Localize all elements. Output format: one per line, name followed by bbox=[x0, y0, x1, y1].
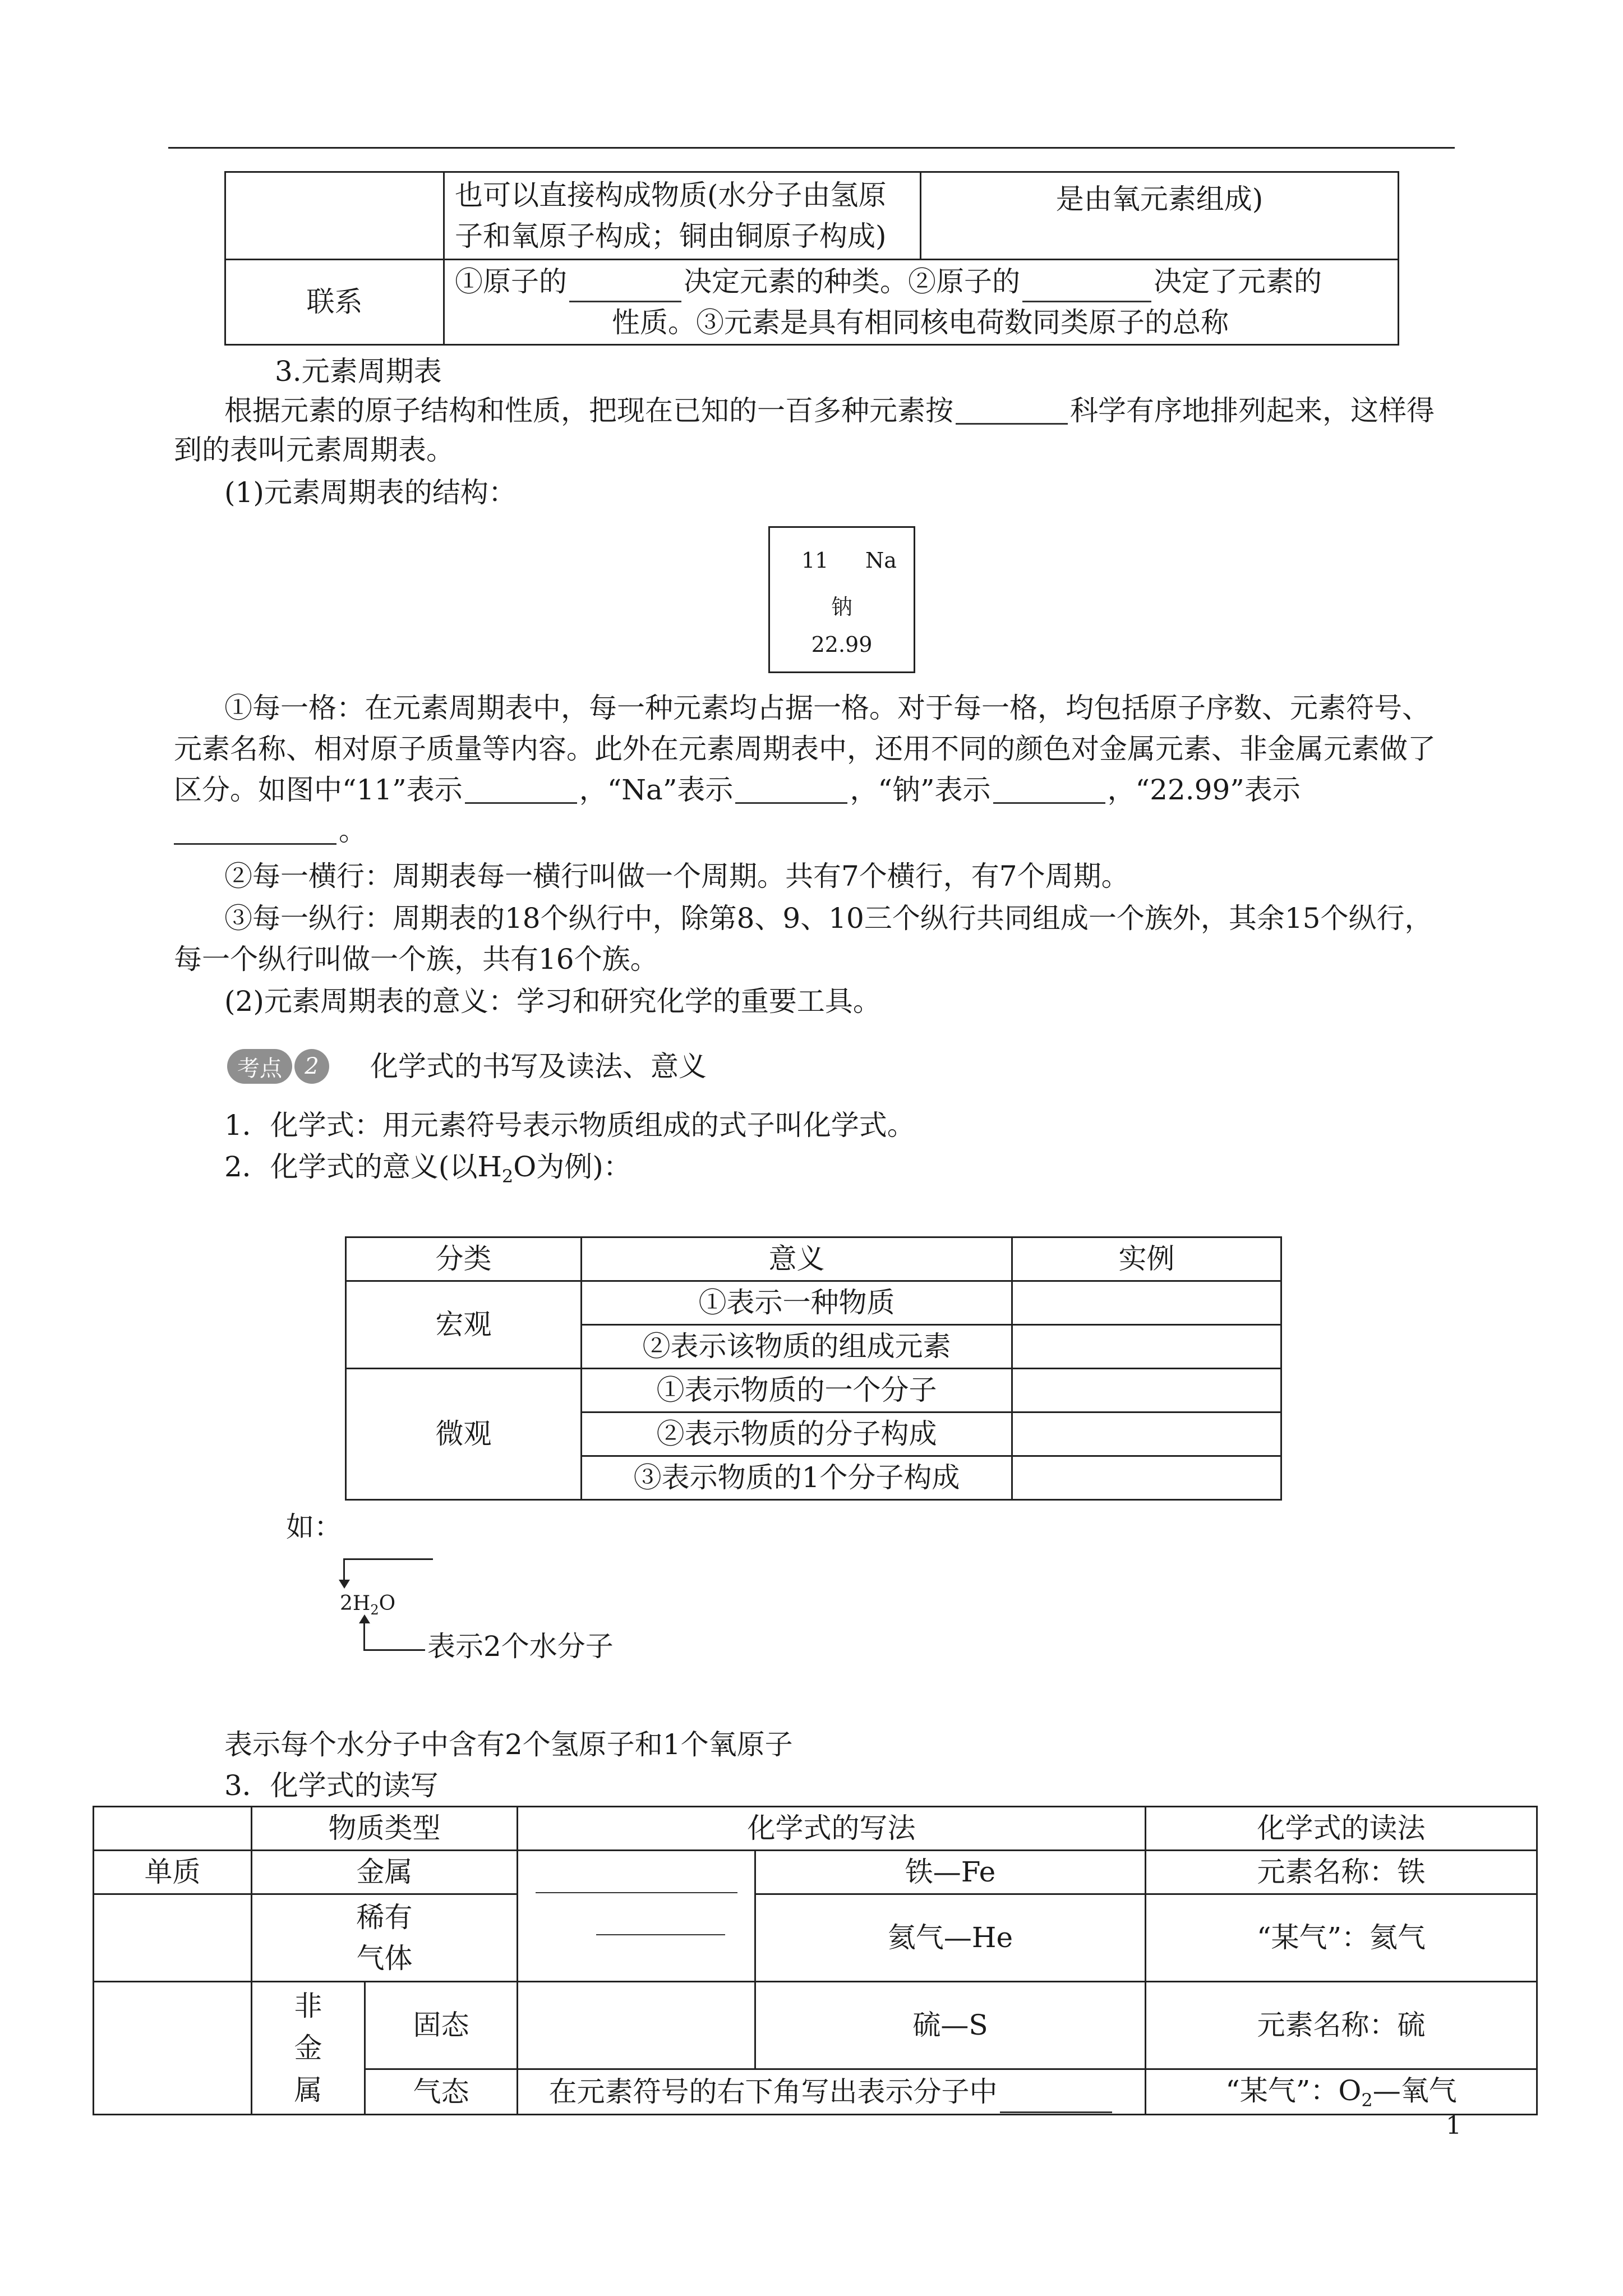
item1-line1: ①每一格：在元素周期表中，每一种元素均占据一格。对于每一格，均包括原子序数、元素符号、 bbox=[224, 692, 1430, 724]
table3-empty-cell-2 bbox=[94, 1982, 252, 2115]
table1-atom-cell bbox=[444, 172, 921, 260]
section3-heading: 3.元素周期表 bbox=[275, 355, 442, 388]
table3-solid-read: 元素名称：硫 bbox=[1146, 1982, 1537, 2069]
table3-header-empty bbox=[94, 1807, 252, 1851]
kaodian-title: 化学式的书写及读法、意义 bbox=[370, 1050, 707, 1083]
table2-meaning: ③表示物质的1个分子构成 bbox=[582, 1456, 1012, 1500]
table2-example-blank[interactable] bbox=[1012, 1412, 1281, 1456]
item3-line2: 每一个纵行叫做一个族，共有16个族。 bbox=[174, 943, 658, 976]
formula-read-write-table bbox=[93, 1806, 1538, 2115]
item3-line1: ③每一纵行：周期表的18个纵行中，除第8、9、10三个纵行共同组成一个族外，其余15个纵行， bbox=[224, 902, 1433, 935]
table3-nonmetal-label: 非 金 属 bbox=[252, 1982, 365, 2115]
table3-gas-write: 在元素符号的右下角写出表示分子中 bbox=[518, 2069, 1146, 2115]
blank-gas-atom-count[interactable] bbox=[1000, 2086, 1112, 2113]
example-formula: $2H_2O$ bbox=[340, 1592, 396, 1618]
table1-atom-line1: 也可以直接构成物质(水分子由氢原 bbox=[455, 179, 887, 211]
table3-solid-label: 固态 bbox=[365, 1982, 518, 2069]
table3-gas-label: 气态 bbox=[365, 2069, 518, 2115]
kaodian-badge bbox=[227, 1049, 329, 1084]
bracket-bottom-vertical bbox=[363, 1622, 365, 1650]
section3-sub1: (1)元素周期表的结构： bbox=[224, 476, 517, 509]
table2-header-category: 分类 bbox=[346, 1237, 582, 1281]
table2-header-meaning: 意义 bbox=[582, 1237, 1012, 1281]
element-mass: 22.99 bbox=[811, 632, 873, 657]
item1-line2: 元素名称、相对原子质量等内容。此外在元素周期表中，还用不同的颜色对金属元素、非金属元素做了 bbox=[174, 733, 1436, 765]
table3-write-method-blank[interactable] bbox=[518, 1851, 755, 1982]
table3-metal-label: 金属 bbox=[252, 1851, 518, 1894]
table1-atom-line2: 子和氧原子构成；铜由铜原子构成) bbox=[455, 219, 887, 252]
section-formula-rw-heading: 3．化学式的读写 bbox=[224, 1769, 439, 1802]
table3-header-write: 化学式的写法 bbox=[518, 1807, 1146, 1851]
section3-para-line1: 根据元素的原子结构和性质，把现在已知的一百多种元素按 科学有序地排列起来，这样得 bbox=[224, 394, 1435, 427]
kaodian-line2: 2．化学式的意义(以$H_2O$为例)： bbox=[224, 1151, 631, 1187]
table3-noble-label: 稀有 气体 bbox=[252, 1894, 518, 1982]
page-number: 1 bbox=[1446, 2111, 1461, 2140]
table2-example-blank[interactable] bbox=[1012, 1369, 1281, 1412]
bracket-bottom-horizontal bbox=[363, 1649, 425, 1651]
table3-solid-example: 硫—S bbox=[755, 1982, 1146, 2069]
arrow-down-icon bbox=[339, 1580, 350, 1589]
table3-empty-cell bbox=[94, 1894, 252, 1982]
table3-gas-read: “某气”：$O_2—$氧气 bbox=[1146, 2069, 1537, 2115]
blank-sodium-meaning[interactable] bbox=[993, 776, 1105, 804]
element-atomic-number: 11 bbox=[801, 548, 829, 573]
example-arrow-text: 表示2个水分子 bbox=[427, 1630, 614, 1663]
bracket-top-vertical bbox=[343, 1558, 345, 1582]
table2-meaning: ①表示一种物质 bbox=[582, 1281, 1012, 1325]
header-rule bbox=[168, 147, 1455, 149]
table2-example-blank[interactable] bbox=[1012, 1456, 1281, 1500]
element-symbol: Na bbox=[865, 548, 897, 573]
table3-header-type: 物质类型 bbox=[252, 1807, 518, 1851]
table2-example-blank[interactable] bbox=[1012, 1281, 1281, 1325]
table3-metal-read: 元素名称：铁 bbox=[1146, 1851, 1537, 1894]
item1-line4: 。 bbox=[174, 817, 367, 845]
table1-element-cell: 是由氧元素组成) bbox=[921, 172, 1399, 260]
table3-noble-example: 氦气—He bbox=[755, 1894, 1146, 1982]
section3-para-line2: 到的表叫元素周期表。 bbox=[174, 434, 454, 466]
element-cell-sodium bbox=[768, 526, 915, 673]
section3-sub2: (2)元素周期表的意义：学习和研究化学的重要工具。 bbox=[224, 985, 881, 1018]
table3-noble-read: “某气”：氦气 bbox=[1146, 1894, 1537, 1982]
formula-meaning-table bbox=[345, 1236, 1282, 1501]
table1-relation-cell bbox=[444, 260, 1399, 345]
element-atom-comparison-table bbox=[224, 171, 1399, 346]
blank-atom-proton[interactable] bbox=[569, 275, 681, 302]
blank-write-line2[interactable] bbox=[596, 1901, 725, 1935]
item2-line: ②每一横行：周期表每一横行叫做一个周期。共有7个横行，有7个周期。 bbox=[224, 860, 1129, 892]
table2-macro-label: 宏观 bbox=[346, 1281, 582, 1369]
blank-mass-meaning[interactable] bbox=[174, 817, 336, 845]
example-explain: 表示每个水分子中含有2个氢原子和1个氧原子 bbox=[224, 1728, 793, 1761]
table1-relation-label: 联系 bbox=[225, 260, 444, 345]
table2-meaning: ②表示该物质的组成元素 bbox=[582, 1325, 1012, 1369]
table1-relation-line1: ①原子的 决定元素的种类。②原子的 决定了元素的 bbox=[455, 261, 1398, 302]
kaodian-line1: 1．化学式：用元素符号表示物质组成的式子叫化学式。 bbox=[224, 1109, 915, 1142]
table3-metal-example: 铁—Fe bbox=[755, 1851, 1146, 1894]
table2-meaning: ②表示物质的分子构成 bbox=[582, 1412, 1012, 1456]
blank-na-meaning[interactable] bbox=[735, 776, 847, 804]
table2-micro-label: 微观 bbox=[346, 1369, 582, 1500]
example-ru: 如： bbox=[286, 1511, 342, 1543]
kaodian-number: 2 bbox=[294, 1049, 329, 1084]
table1-empty-cell bbox=[225, 172, 444, 260]
blank-write-line1[interactable] bbox=[536, 1870, 737, 1893]
table2-header-example: 实例 bbox=[1012, 1237, 1281, 1281]
table1-relation-line2: 性质。③元素是具有相同核电荷数同类原子的总称 bbox=[612, 306, 1229, 339]
table3-header-read: 化学式的读法 bbox=[1146, 1807, 1537, 1851]
blank-atom-electron[interactable] bbox=[1022, 275, 1151, 302]
table3-solid-write-blank[interactable] bbox=[518, 1982, 755, 2069]
table2-meaning: ①表示物质的一个分子 bbox=[582, 1369, 1012, 1412]
blank-atomic-number-order[interactable] bbox=[956, 397, 1068, 425]
table2-example-blank[interactable] bbox=[1012, 1325, 1281, 1369]
blank-11-meaning[interactable] bbox=[465, 776, 577, 804]
bracket-top-horizontal bbox=[343, 1558, 433, 1560]
kaodian-label: 考点 bbox=[227, 1049, 292, 1084]
table3-danzhi-label: 单质 bbox=[94, 1851, 252, 1894]
element-name: 钠 bbox=[831, 595, 852, 619]
item1-line3: 区分。如图中“11”表示 ，“Na”表示 ，“钠”表示 ，“22.99”表示 bbox=[174, 774, 1301, 806]
